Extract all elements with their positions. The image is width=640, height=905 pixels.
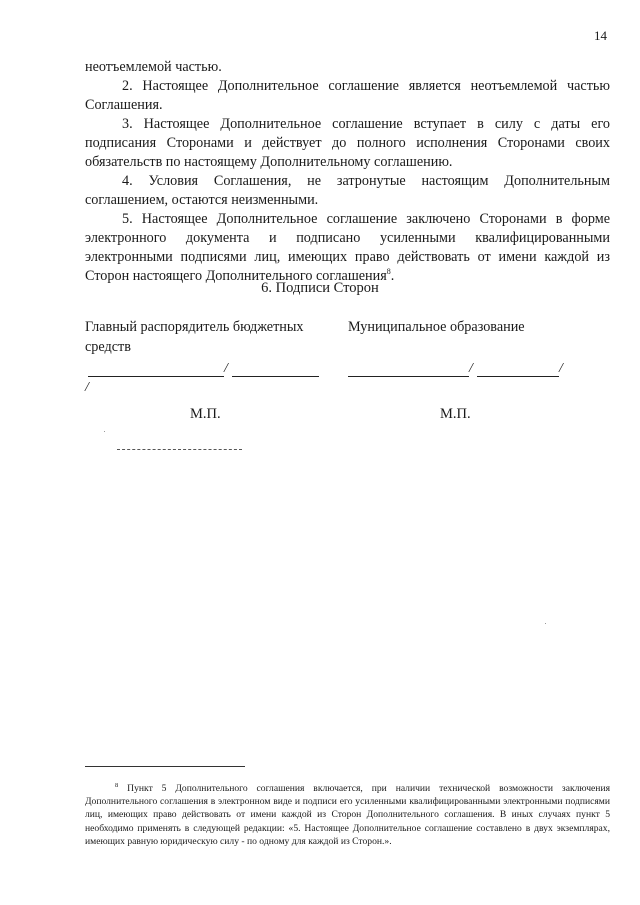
paragraph-5: 5. Настоящее Дополнительное соглашение заключено Сторонами в форме электронного документа и подписано усиленными квалифицированными электронными подписями лиц, имеющих право действовать от имени каждой из Сторон настоящего Дополнительного соглашения$^8$. [85,211,610,284]
dashed-divider [117,449,242,450]
paragraph-4: 4. Условия Соглашения, не затронутые настоящим Дополнительным соглашением, остаются неизменными. [85,173,610,208]
signature-slash: / [559,361,563,376]
paragraph-continuation: неотъемлемой частью. [85,59,222,75]
footnote-divider [85,766,245,767]
page-number: 14 [594,28,607,43]
seal-label-right: М.П. [440,406,471,422]
footnote [85,782,610,848]
agreement-text [85,58,610,286]
scan-speck [104,431,105,432]
signature-line-right-1[interactable] [348,376,469,377]
seal-label-left: М.П. [190,406,221,422]
paragraph-2: 2. Настоящее Дополнительное соглашение является неотъемлемой частью Соглашения. [85,78,610,113]
footnote-reference[interactable]: 8 [386,267,391,276]
paragraph-3: 3. Настоящее Дополнительное соглашение вступает в силу с даты его подписания Сторонами и действует до полного исполнения Сторонами своих обязательств по настоящему Дополнительному соглашению. [85,116,610,170]
paragraph-5-text: 5. Настоящее Дополнительное соглашение заключено Сторонами в форме электронного документа и подписано усиленными квалифицированными электронными подписями лиц, имеющих право действовать от имени каждой из Сторон настоящего Дополнительного соглашения [85,211,610,284]
footnote-text: Пункт 5 Дополнительного соглашения включается, при наличии технической возможности заключения Дополнительного соглашения в электронном виде и подписи его усиленными квалифицированными электронными подписями лиц, имеющих право действовать от имени каждой из Сторон Дополнительного соглашения. В иных случаях пункт 5 необходимо применять в следующей редакции: «5. Настоящее Дополнительное соглашение составлено в двух экземплярах, имеющих равную юридическую силу - по одному для каждой из Сторон.». [85,783,610,847]
signature-slash: / [469,361,473,376]
party-left-title: Главный распорядитель бюджетных средств [85,319,304,355]
section-heading: 6. Подписи Сторон [261,280,379,296]
signature-slash: / [85,380,89,395]
footnote-marker: 8 [115,782,119,789]
signature-line-left-1[interactable] [88,376,224,377]
signature-line-right-2[interactable] [477,376,559,377]
signature-slash: / [224,361,228,376]
signature-line-left-2[interactable] [232,376,319,377]
party-right-title: Муниципальное образование [348,319,525,335]
scan-speck [545,623,546,624]
